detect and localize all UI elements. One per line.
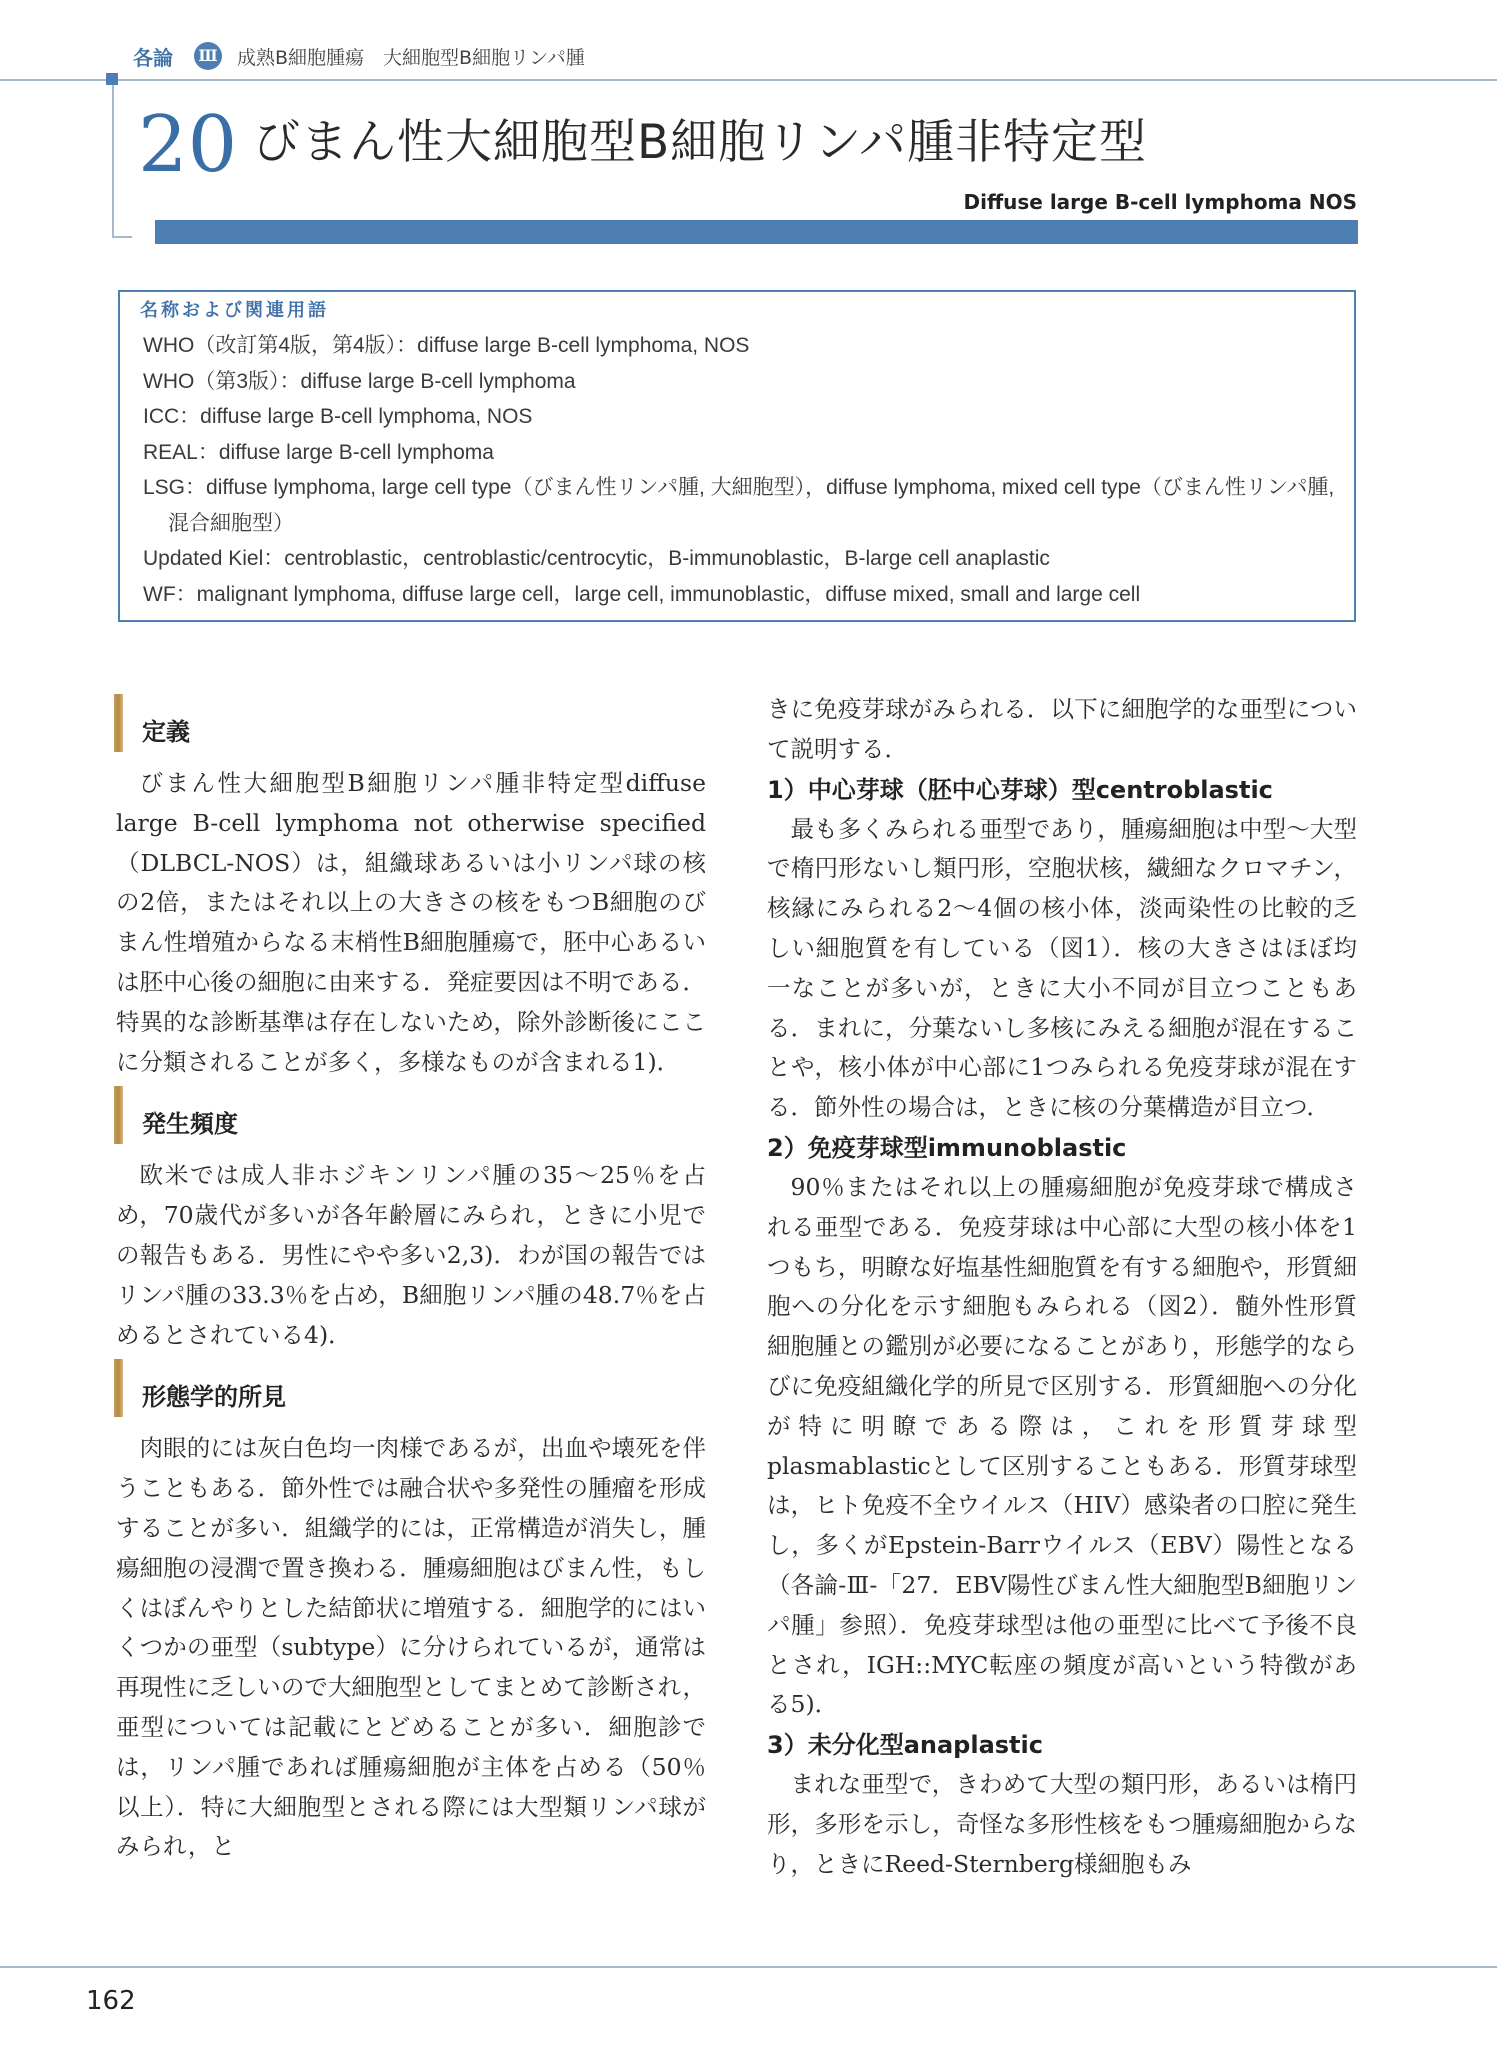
term-item: LSG：diffuse lymphoma, large cell type（びまん性リンパ腫, 大細胞型），diffuse lymphoma, mixed cell type（びまん性リンパ腫, 混合細胞型） — [143, 476, 1335, 535]
term-item: WHO（改訂第4版，第4版）：diffuse large B-cell lymphoma, NOS — [143, 334, 750, 357]
term-item: REAL：diffuse large B-cell lymphoma — [143, 440, 494, 464]
term-item: ICC：diffuse large B-cell lymphoma, NOS — [143, 405, 533, 428]
heading-text: 発生頻度 — [142, 1110, 238, 1139]
title-underline-bar — [155, 220, 1358, 244]
left-column — [116, 690, 706, 1867]
subtype-heading-centroblastic: 1）中心芽球（胚中心芽球）型centroblastic — [767, 775, 1273, 804]
chapter-number: 20 — [138, 100, 238, 190]
footer-rule — [0, 1966, 1497, 1968]
section-label: 各論 — [133, 46, 173, 70]
page-number: 162 — [86, 1986, 136, 2016]
definition-heading — [114, 694, 706, 752]
incidence-paragraph: 欧米では成人非ホジキンリンパ腫の35〜25％を占め，70歳代が多いが各年齢層にみられ，ときに小児での報告もある．男性にやや多い2,3)．わが国の報告ではリンパ腫の33.3％を占め，B細胞リンパ腫の48.7％を占めるとされている4)． — [116, 1161, 706, 1349]
definition-paragraph: びまん性大細胞型B細胞リンパ腫非特定型diffuse large B-cell lymphoma not otherwise specified（DLBCL-NOS）は，組織球あるいは小リンパ球の核の2倍，またはそれ以上の大きさの核をもつB細胞のびまん性増殖からなる末梢性B細胞腫瘍で，胚中心あるいは胚中心後の細胞に由来する．発症要因は不明である．特異的な診断基準は存在しないため，除外診断後にここに分類されることが多く，多様なものが含まれる1)． — [116, 769, 706, 1076]
anaplastic-paragraph: まれな亜型で，きわめて大型の類円形，あるいは楕円形，多形を示し，奇怪な多形性核をもつ腫瘍細胞からなり，ときにReed-Sternberg様細胞もみ — [767, 1770, 1357, 1878]
morphology-paragraph: 肉眼的には灰白色均一肉様であるが，出血や壊死を伴うこともある．節外性では融合状や多発性の腫瘤を形成することが多い．組織学的には，正常構造が消失し，腫瘍細胞の浸潤で置き換わる．腫瘍細胞はびまん性，もしくはぼんやりとした結節状に増殖する．細胞学的にはいくつかの亜型（subtype）に分けられているが，通常は再現性に乏しいので大細胞型としてまとめて診断され，亜型については記載にとどめることが多い．細胞診では，リンパ腫であれば腫瘍細胞が主体を占める（50％以上）．特に大細胞型とされる際には大型類リンパ球がみられ，と — [116, 1434, 706, 1861]
heading-text: 定義 — [142, 718, 190, 746]
term-item: WHO（第3版）：diffuse large B-cell lymphoma — [143, 369, 576, 393]
header-rule — [0, 79, 1497, 81]
chapter-english-title: Diffuse large B-cell lymphoma NOS — [963, 190, 1357, 214]
heading-bar — [114, 694, 123, 752]
heading-bar — [114, 1359, 123, 1417]
header-marker — [106, 73, 118, 85]
term-item: Updated Kiel：centroblastic，centroblastic/centrocytic，B-immunoblastic，B-large cell anaplastic — [143, 547, 1050, 570]
heading-text: 形態学的所見 — [142, 1383, 286, 1412]
subtype-heading-immunoblastic: 2）免疫芽球型immunoblastic — [767, 1133, 1127, 1162]
header-bracket — [112, 81, 132, 238]
section-path: 成熟B細胞腫瘍 大細胞型B細胞リンパ腫 — [237, 47, 585, 69]
section-numeral-badge: Ⅲ — [194, 42, 222, 70]
right-column — [767, 690, 1357, 1885]
intro-paragraph: きに免疫芽球がみられる．以下に細胞学的な亜型について説明する． — [767, 695, 1357, 763]
incidence-heading — [114, 1086, 706, 1144]
chapter-title: びまん性大細胞型B細胞リンパ腫非特定型 — [253, 115, 1147, 170]
heading-bar — [114, 1086, 123, 1144]
terms-list — [143, 328, 1343, 612]
terms-title: 名称および関連用語 — [140, 300, 329, 321]
centroblastic-paragraph: 最も多くみられる亜型であり，腫瘍細胞は中型〜大型で楕円形ないし類円形，空胞状核，繊細なクロマチン，核縁にみられる2〜4個の核小体，淡両染性の比較的乏しい細胞質を有している（図1）．核の大きさはほぼ均一なことが多いが，ときに大小不同が目立つこともある．まれに，分葉ないし多核にみえる細胞が混在することや，核小体が中心部に1つみられる免疫芽球が混在する．節外性の場合は，ときに核の分葉構造が目立つ． — [767, 814, 1357, 1122]
subtype-heading-anaplastic: 3）未分化型anaplastic — [767, 1731, 1043, 1760]
morphology-heading — [114, 1359, 706, 1417]
term-item: WF：malignant lymphoma, diffuse large cell，large cell, immunoblastic，diffuse mixed, small and large cell — [143, 582, 1141, 606]
immunoblastic-paragraph: 90％またはそれ以上の腫瘍細胞が免疫芽球で構成される亜型である．免疫芽球は中心部に大型の核小体を1つもち，明瞭な好塩基性細胞質を有する細胞や，形質細胞への分化を示す細胞もみられる（図2）．髄外性形質細胞腫との鑑別が必要になることがあり，形態学的ならびに免疫組織化学的所見で区別する．形質細胞への分化が特に明瞭である際は，これを形質芽球型plasmablasticとして区別することもある．形質芽球型は，ヒト免疫不全ウイルス（HIV）感染者の口腔に発生し，多くがEpstein-Barrウイルス（EBV）陽性となる（各論-Ⅲ-「27．EBV陽性びまん性大細胞型B細胞リンパ腫」参照）．免疫芽球型は他の亜型に比べて予後不良とされ，IGH::MYC転座の頻度が高いという特徴がある5)． — [767, 1172, 1357, 1719]
